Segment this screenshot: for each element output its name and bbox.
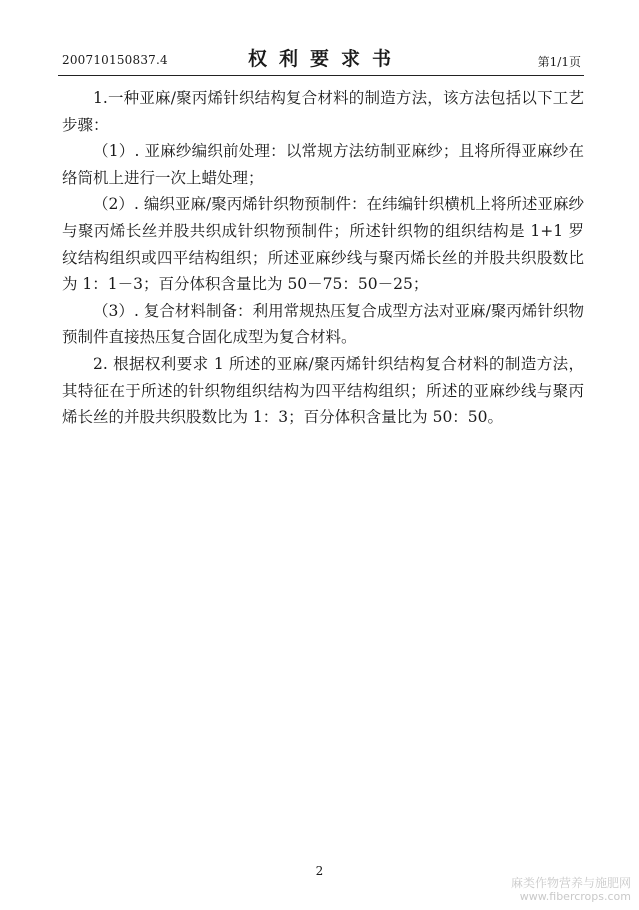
header-rule <box>58 75 584 76</box>
claim-1-intro: 1.一种亚麻/聚丙烯针织结构复合材料的制造方法，该方法包括以下工艺步骤： <box>62 89 584 134</box>
claims-body <box>62 85 584 431</box>
claim-1-step-3: （3）. 复合材料制备：利用常规热压复合成型方法对亚麻/聚丙烯针织物预制件直接热压复合固化成型为复合材料。 <box>62 301 584 347</box>
application-number: 200710150837.4 <box>62 53 168 67</box>
watermark-text: 麻类作物营养与施肥网 <box>510 876 631 890</box>
document-title: 权利要求书 <box>247 48 403 70</box>
claim-1-step-2: （2）. 编织亚麻/聚丙烯针织物预制件：在纬编针织横机上将所述亚麻纱与聚丙烯长丝并股共织成针织物预制件；所述针织物的组织结构是 1+1 罗纹结构组织或四平结构组织；所述亚麻纱线与聚丙烯长丝的并股共织股数比为 1：1－3；百分体积含量比为 50－75：50－25； <box>62 195 584 294</box>
claim-1-step-1: （1）. 亚麻纱编织前处理：以常规方法纺制亚麻纱；且将所得亚麻纱在络筒机上进行一次上蜡处理； <box>62 142 584 187</box>
page-info: 第1/1页 <box>537 55 581 69</box>
page-number: 2 <box>315 864 324 878</box>
watermark-url: www.fibercrops.com <box>519 890 631 903</box>
page-header <box>0 0 639 80</box>
watermark <box>511 876 631 904</box>
claim-2: 2. 根据权利要求 1 所述的亚麻/聚丙烯针织结构复合材料的制造方法，其特征在于所述的针织物组织结构为四平结构组织；所述的亚麻纱线与聚丙烯长丝的并股共织股数比为 1：3；百分体积含量比为 50：50。 <box>62 354 584 427</box>
